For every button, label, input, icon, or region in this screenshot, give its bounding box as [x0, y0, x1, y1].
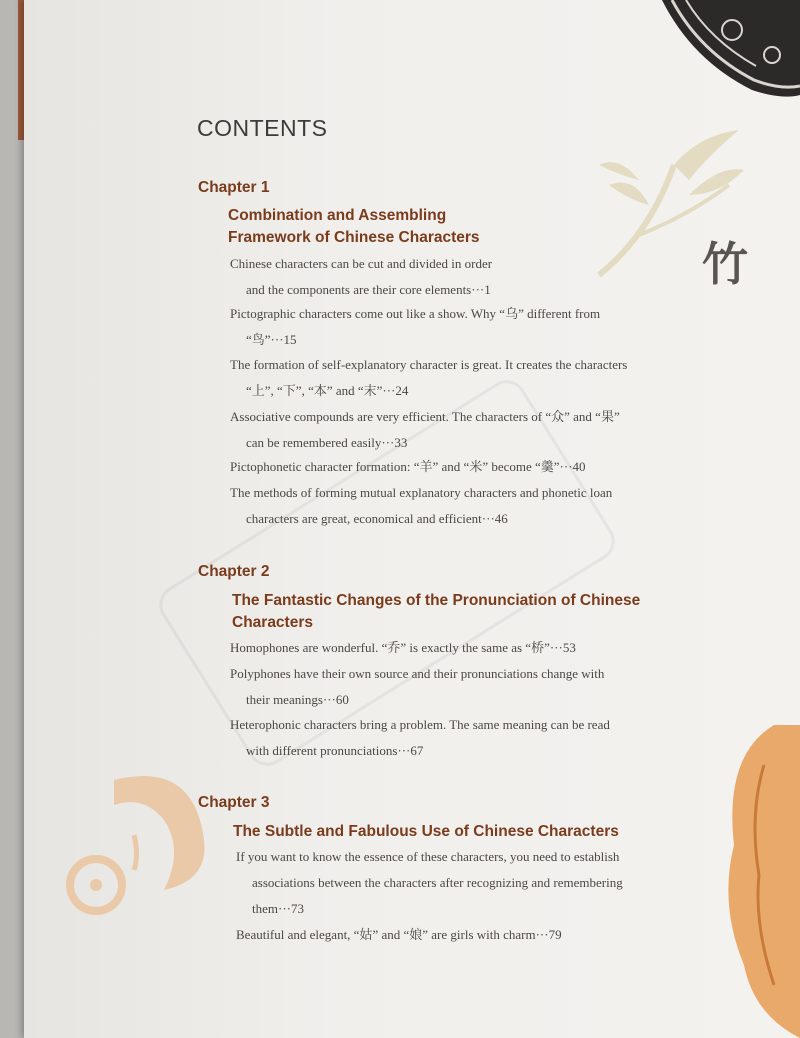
toc-entry[interactable]: If you want to know the essence of these characters, you need to establish associations between the characters after recognizing and remembering them···73 [236, 849, 623, 916]
toc-entry[interactable]: The formation of self-explanatory character is great. It creates the characters “上”, “下”, “本” and “末”···24 [230, 357, 628, 398]
toc-entry[interactable]: Polyphones have their own source and their pronunciations change with their meanings···60 [230, 666, 605, 707]
swirl-ornament-icon [64, 760, 214, 930]
toc-entry[interactable]: Associative compounds are very efficient. The characters of “众” and “果” can be remembered easily···33 [230, 409, 620, 450]
toc-entry[interactable]: Heterophonic characters bring a problem. The same meaning can be read with different pronunciations···67 [230, 717, 610, 758]
page-title: CONTENTS [197, 115, 328, 141]
chapter-1-title-line2: Framework of Chinese Characters [228, 229, 480, 246]
chapter-2-title-line2: Characters [232, 614, 313, 631]
chapter-3-label: Chapter 3 [198, 794, 270, 811]
chapter-3-title-line1: The Subtle and Fabulous Use of Chinese Characters [233, 823, 619, 840]
seal-character: 竹 [702, 237, 748, 291]
chapter-1-title-line1: Combination and Assembling [228, 207, 447, 224]
contents-page [24, 0, 800, 1038]
chapter-2-title [232, 590, 640, 634]
chapter-2-label: Chapter 2 [198, 563, 270, 580]
toc-entry[interactable]: Pictophonetic character formation: “羊” and “米” become “羹”···40 [230, 459, 586, 474]
toc-entry[interactable]: Chinese characters can be cut and divided in order and the components are their core elements···1 [230, 256, 493, 297]
toc-entry[interactable]: Homophones are wonderful. “乔” is exactly the same as “桥”···53 [230, 640, 576, 655]
chapter-1-title [228, 205, 480, 249]
toc-entry[interactable]: The methods of forming mutual explanatory characters and phonetic loan characters are great, economical and efficient···46 [230, 485, 613, 526]
orange-artwork-icon [714, 725, 800, 1038]
ornament-corner-icon [652, 0, 800, 105]
chapter-3-title [233, 821, 619, 843]
chapter-2-title-line1: The Fantastic Changes of the Pronunciation of Chinese [232, 592, 641, 609]
toc-entry[interactable]: Pictographic characters come out like a show. Why “乌” different from “鸟”···15 [230, 306, 601, 347]
toc-entry[interactable]: Beautiful and elegant, “姑” and “娘” are girls with charm···79 [236, 927, 562, 942]
chapter-1-label: Chapter 1 [198, 179, 270, 196]
